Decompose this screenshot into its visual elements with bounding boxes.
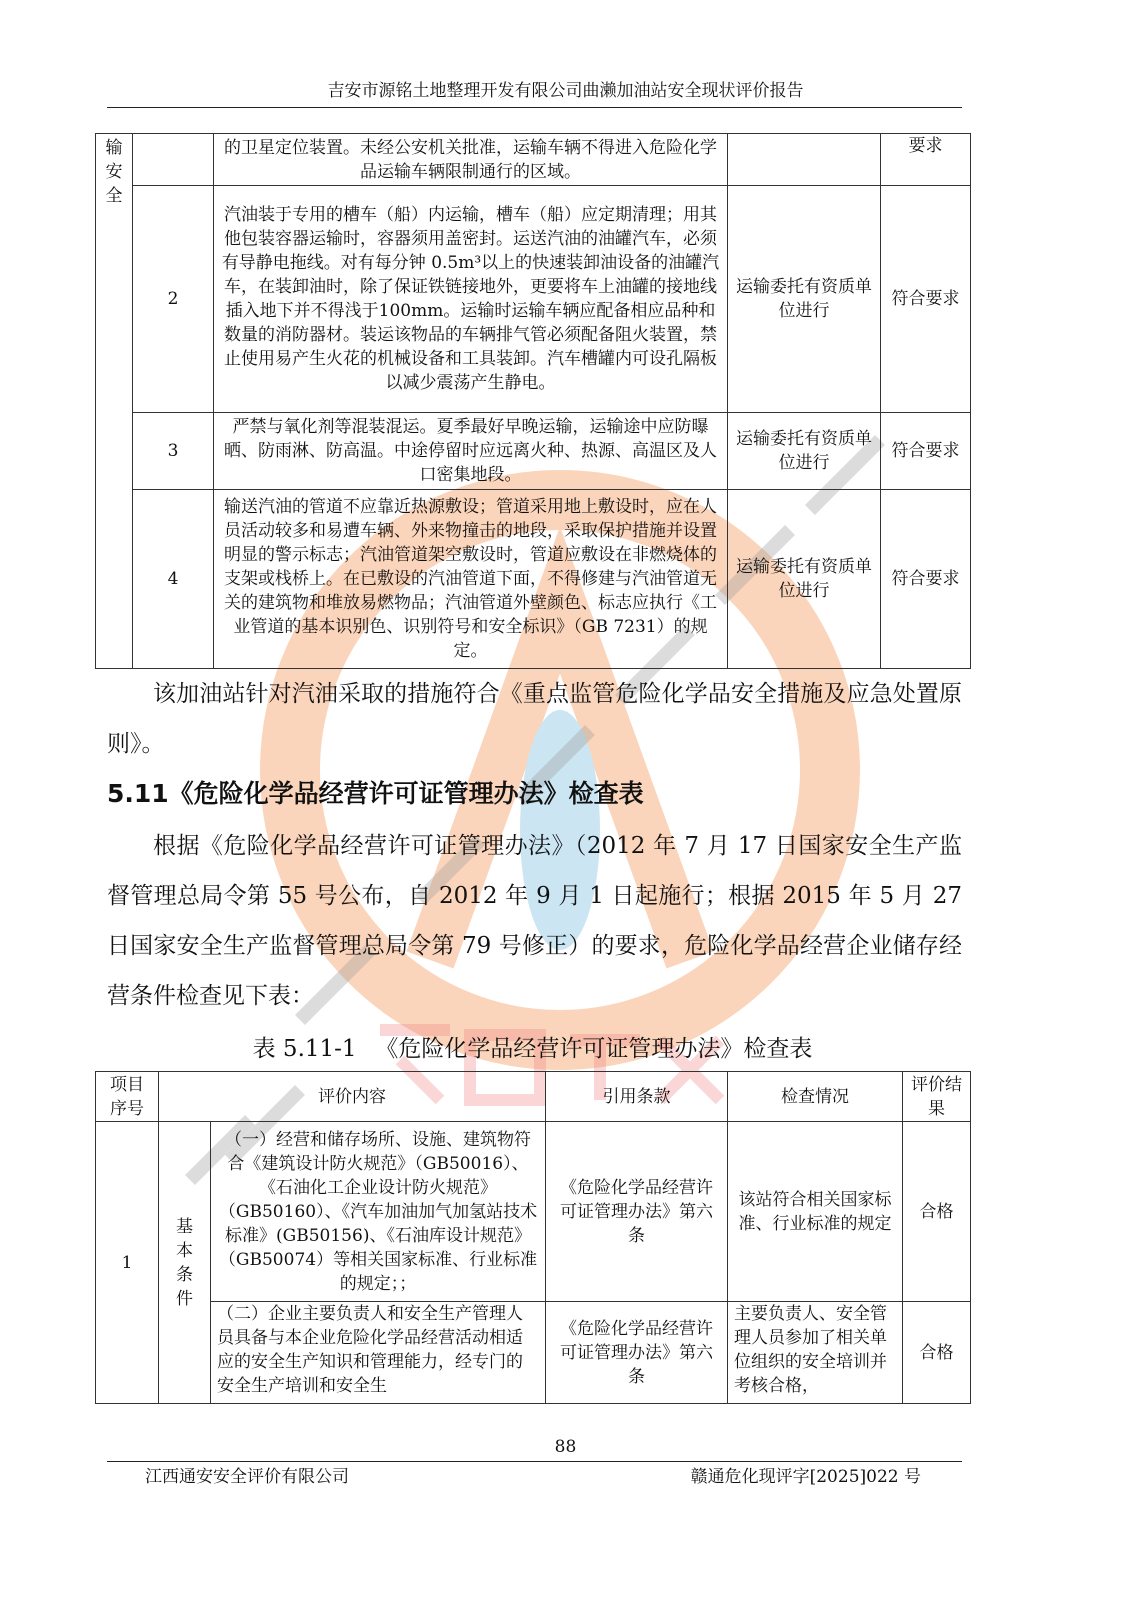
row-check: 运输委托有资质单位进行 (728, 490, 881, 669)
section-heading: 5.11《危险化学品经营许可证管理办法》检查表 (107, 779, 644, 808)
page-body (95, 133, 970, 1404)
row-result: 符合要求 (881, 186, 971, 413)
table-row (96, 413, 971, 490)
license-check-table (95, 1071, 971, 1404)
row-content: 的卫星定位装置。未经公安机关批准，运输车辆不得进入危险化学品运输车辆限制通行的区域。 (214, 134, 728, 186)
row-clause: 《危险化学品经营许可证管理办法》第六条 (546, 1302, 728, 1404)
footer-doc-number: 赣通危化现评字[2025]022 号 (690, 1467, 921, 1487)
row-clause: 《危险化学品经营许可证管理办法》第六条 (546, 1122, 728, 1302)
table-row (96, 1302, 971, 1404)
page-header: 吉安市源铭土地整理开发有限公司曲濑加油站安全现状评价报告 (327, 81, 804, 101)
table-row (96, 134, 971, 186)
table-row (96, 186, 971, 413)
row-result: 要求 (881, 134, 971, 186)
transport-table (95, 133, 971, 669)
header-divider (107, 107, 962, 108)
row-content: （一）经营和储存场所、设施、建筑物符合《建筑设计防火规范》（GB50016）、《石油化工企业设计防火规范》（GB50160）、《汽车加油加气加氢站技术标准》(GB50156)、《石油库设计规范》（GB50074）等相关国家标准、行业标准的规定；； (211, 1122, 546, 1302)
header-check: 检查情况 (728, 1072, 903, 1122)
row-num: 3 (133, 413, 214, 490)
row-content: （二）企业主要负责人和安全生产管理人员具备与本企业危险化学品经营活动相适应的安全生产知识和管理能力，经专门的安全生产培训和安全生 (211, 1302, 546, 1404)
page-number: 88 (554, 1437, 577, 1457)
table-header-row (96, 1072, 971, 1122)
row-content: 汽油装于专用的槽车（船）内运输，槽车（船）应定期清理；用其他包装容器运输时，容器须用盖密封。运送汽油的油罐汽车，必须有导静电拖线。对有每分钟 0.5m³以上的快速装卸油设备的油罐汽车，在装卸油时，除了保证铁链接地外，更要将车上油罐的接地线插入地下并不得浅于100mm。运输时运输车辆应配备相应品种和数量的消防器材。装运该物品的车辆排气管必须配备阻火装置，禁止使用易产生火花的机械设备和工具装卸。汽车槽罐内可设孔隔板以减少震荡产生静电。 (214, 186, 728, 413)
row-check: 运输委托有资质单位进行 (728, 186, 881, 413)
header-clause: 引用条款 (546, 1072, 728, 1122)
footer-company: 江西通安安全评价有限公司 (145, 1467, 349, 1487)
row-result: 符合要求 (881, 490, 971, 669)
header-result: 评价结果 (903, 1072, 971, 1122)
paragraph: 根据《危险化学品经营许可证管理办法》（2012 年 7 月 17 日国家安全生产监督管理总局令第 55 号公布，自 2012 年 9 月 1 日起施行；根据 2015 年 5 月 27 日国家安全生产监督管理总局令第 79 号修正）的要求，危险化学品经营企业储存经营条件检查见下表： (107, 833, 962, 1009)
row-num (133, 134, 214, 186)
header-num: 项目序号 (96, 1072, 159, 1122)
row-check: 运输委托有资质单位进行 (728, 413, 881, 490)
row-content: 严禁与氧化剂等混装混运。夏季最好早晚运输，运输途中应防曝晒、防雨淋、防高温。中途停留时应远离火种、热源、高温区及人口密集地段。 (214, 413, 728, 490)
group-name: 基本条件 (176, 1216, 193, 1309)
row-result: 合格 (903, 1302, 971, 1404)
table-caption: 表 5.11-1 《危险化学品经营许可证管理办法》检查表 (252, 1036, 813, 1062)
header-content: 评价内容 (159, 1072, 546, 1122)
footer-divider (107, 1461, 962, 1462)
table-row (96, 1122, 971, 1302)
table-row (96, 490, 971, 669)
row-check: 主要负责人、安全管理人员参加了相关单位组织的安全培训并考核合格， (728, 1302, 903, 1404)
category-label: 输安全 (105, 138, 123, 206)
paragraph: 该加油站针对汽油采取的措施符合《重点监管危险化学品安全措施及应急处置原则》。 (107, 681, 962, 757)
row-num: 2 (133, 186, 214, 413)
row-num: 4 (133, 490, 214, 669)
row-result: 符合要求 (881, 413, 971, 490)
row-result: 合格 (903, 1122, 971, 1302)
row-content: 输送汽油的管道不应靠近热源敷设；管道采用地上敷设时，应在人员活动较多和易遭车辆、外来物撞击的地段，采取保护措施并设置明显的警示标志；汽油管道架空敷设时，管道应敷设在非燃烧体的支架或栈桥上。在已敷设的汽油管道下面，不得修建与汽油管道无关的建筑物和堆放易燃物品；汽油管道外壁颜色、标志应执行《工业管道的基本识别色、识别符号和安全标识》（GB 7231）的规定。 (214, 490, 728, 669)
group-num: 1 (96, 1122, 159, 1404)
row-check (728, 134, 881, 186)
row-check: 该站符合相关国家标准、行业标准的规定 (728, 1122, 903, 1302)
